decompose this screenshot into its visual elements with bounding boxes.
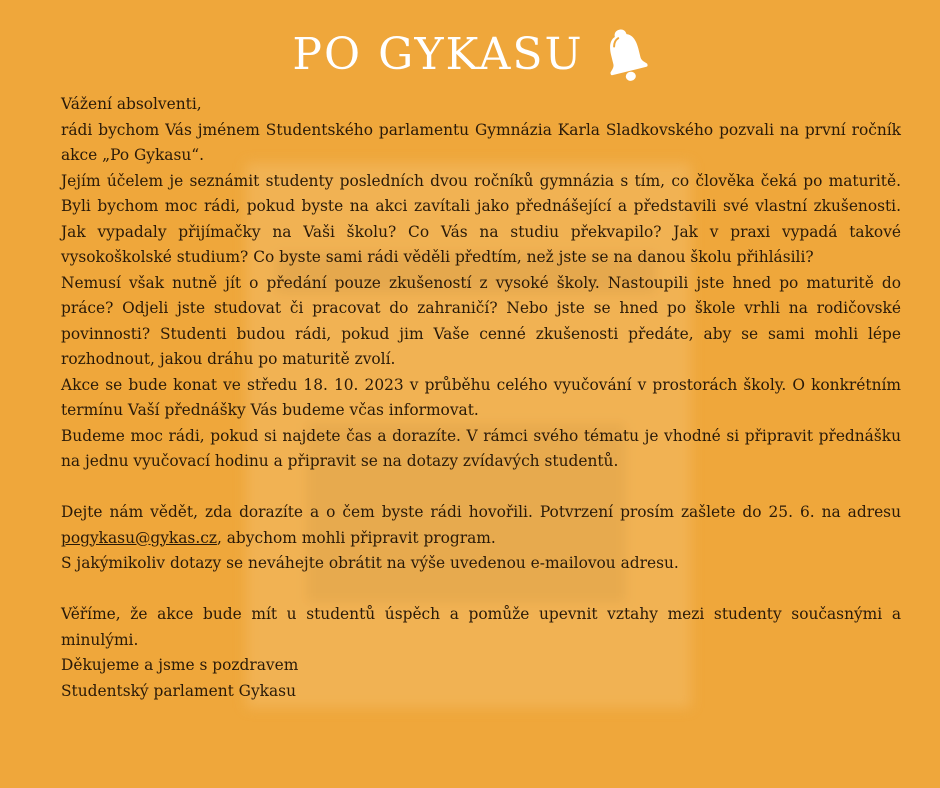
header xyxy=(0,24,940,84)
confirmation-text: Dejte nám vědět, zda dorazíte a o čem byste rádi hovořili. Potvrzení prosím zašlete do 25. 6. na adresu xyxy=(61,503,901,521)
paragraph-date: Akce se bude konat ve středu 18. 10. 2023 v průběhu celého vyučování v prostorách školy. O konkrétním termínu Vaší přednášky Vás budeme včas informovat. xyxy=(61,375,901,419)
page-title: PO GYKASU xyxy=(292,28,584,80)
signature: Studentský parlament Gykasu xyxy=(61,681,296,700)
closing: Děkujeme a jsme s pozdravem xyxy=(61,656,299,674)
paragraph-experience: Nemusí však nutně jít o předání pouze zkušeností z vysoké školy. Nastoupili jste hned po maturitě do práce? Odjeli jste studovat či pracovat do zahraničí? Nebo jste se hned po škole vrhli na rodičovské povinnosti? Studenti budou rádi, pokud jim Vaše cenné zkušenosti předáte, aby se sami mohli lépe rozhodnout, jakou dráhu po maturitě zvolí. xyxy=(61,273,901,368)
paragraph-confirmation xyxy=(61,500,901,551)
paragraph-hope: Věříme, že akce bude mít u studentů úspěch a pomůže upevnit vztahy mezi studenty současnými a minulými. xyxy=(61,605,901,649)
confirmation-text-end: , abychom mohli připravit program. xyxy=(216,528,496,547)
letter-body xyxy=(61,92,901,704)
spacer xyxy=(61,577,901,603)
paragraph-purpose: Jejím účelem je seznámit studenty posledních dvou ročníků gymnázia s tím, co člověka čeká po maturitě. Byli bychom moc rádi, pokud byste na akci zavítali jako přednášející a představili své vlastní zkušenosti. Jak vypadaly přijímačky na Vaši školu? Co Vás na studiu překvapilo? Jak v praxi vypadá takové vysokoškolské studium? Co byste sami rádi věděli předtím, než jste se na danou školu přihlásili? xyxy=(61,171,901,266)
paragraph-preparation: Budeme moc rádi, pokud si najdete čas a dorazíte. V rámci svého tématu je vhodné si připravit přednášku na jednu vyučovací hodinu a připravit se na dotazy zvídavých studentů. xyxy=(61,426,901,470)
paragraph-invitation: rádi bychom Vás jménem Studentského parlamentu Gymnázia Karla Sladkovského pozvali na první ročník akce „Po Gykasu“. xyxy=(61,120,901,164)
spacer xyxy=(61,475,901,501)
paragraph-questions: S jakýmikoliv dotazy se neváhejte obrátit na výše uvedenou e-mailovou adresu. xyxy=(61,554,679,572)
bell-icon xyxy=(602,25,648,83)
email-link[interactable]: pogykasu@gykas.cz xyxy=(61,528,217,547)
greeting: Vážení absolventi, xyxy=(61,95,202,113)
